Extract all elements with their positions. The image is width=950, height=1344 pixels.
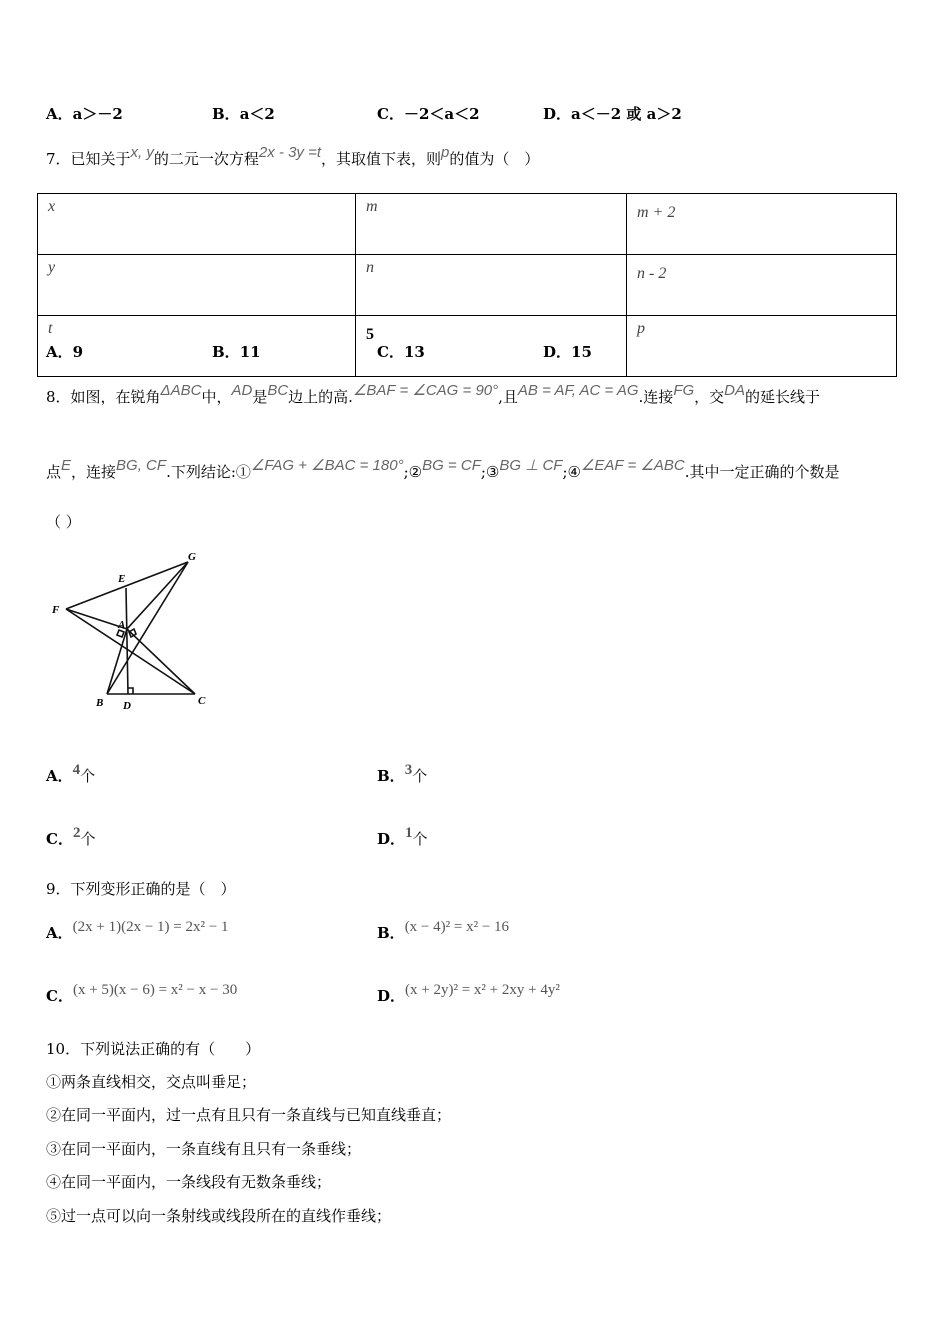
text-segment: .连接	[638, 388, 674, 406]
text-segment: 8．如图，在锐角	[46, 388, 161, 406]
text-segment: ，连接	[71, 463, 117, 481]
text-segment: ,且	[498, 388, 518, 406]
math-expression: AD	[231, 382, 253, 399]
q8-option-d: D．1个	[377, 825, 428, 848]
svg-text:B: B	[96, 697, 104, 709]
segment-ac	[127, 629, 195, 694]
svg-text:C: C	[198, 695, 206, 707]
math-expression: E	[61, 457, 72, 474]
q10-statement-4: ④在同一平面内，一条线段有无数条垂线；	[46, 1173, 332, 1191]
q8-option-b: B．3个	[377, 762, 428, 785]
q9-option-b: B．(x − 4)² = x² − 16	[377, 919, 510, 942]
math-expression: ∠BAF = ∠CAG = 90°	[352, 382, 499, 399]
math-expression: BC	[267, 382, 289, 399]
math-expression: BG = CF	[422, 457, 481, 474]
math-expression: AB = AF, AC = AG	[517, 382, 639, 399]
q10-statement-1: ①两条直线相交，交点叫垂足；	[46, 1073, 257, 1091]
q7-option-b: B．11	[212, 343, 261, 361]
q8-stem-line3: （ ）	[46, 513, 81, 531]
q8-option-c: C．2个	[46, 825, 96, 848]
math-expression: DA	[724, 382, 746, 399]
text-segment: 中，	[201, 388, 232, 406]
q9-option-d: D．(x + 2y)² = x² + 2xy + 4y²	[377, 982, 560, 1005]
q8-geometry-figure	[40, 545, 220, 720]
q8-stem-line1	[46, 382, 821, 407]
q9-stem: 9．下列变形正确的是（ ）	[46, 880, 236, 898]
q9-option-a: A．(2x + 1)(2x − 1) = 2x² − 1	[46, 919, 229, 942]
q10-statement-3: ③在同一平面内，一条直线有且只有一条垂线；	[46, 1140, 362, 1158]
text-segment: ，交	[694, 388, 725, 406]
q7-option-c: C．13	[377, 343, 425, 361]
math-expression: BG ⊥ CF	[499, 457, 563, 474]
text-segment: ;②	[403, 463, 423, 481]
q6-option-a: A．a＞－2	[46, 105, 123, 123]
math-expression: FG	[673, 382, 695, 399]
q6-option-b: B．a＜2	[212, 105, 275, 123]
text-segment: 边上的高.	[288, 388, 353, 406]
right-angle-a2	[117, 630, 124, 637]
text-segment: ;③	[480, 463, 500, 481]
text-segment: .下列结论:①	[166, 463, 251, 481]
q8-option-a: A．4个	[46, 762, 96, 785]
segment-ed	[126, 588, 128, 694]
text-segment: ;④	[562, 463, 581, 481]
math-expression: ∠FAG + ∠BAC = 180°	[250, 457, 404, 474]
svg-text:F: F	[52, 604, 60, 616]
text-segment: 是	[252, 388, 268, 406]
q10-statement-2: ②在同一平面内，过一点有且只有一条直线与已知直线垂直；	[46, 1106, 452, 1124]
text-segment: 点	[46, 463, 62, 481]
q6-option-d: D．a＜－2 或 a＞2	[543, 105, 682, 123]
svg-text:G: G	[188, 551, 196, 563]
q10-statement-5: ⑤过一点可以向一条射线或线段所在的直线作垂线；	[46, 1207, 392, 1225]
svg-text:E: E	[118, 573, 126, 585]
math-expression: BG, CF	[116, 457, 167, 474]
svg-text:A: A	[118, 619, 126, 631]
q6-option-c: C．－2＜a＜2	[377, 105, 480, 123]
segment-ga	[127, 562, 188, 629]
segment-fc	[66, 609, 195, 694]
q7-option-d: D．15	[543, 343, 592, 361]
q10-stem: 10．下列说法正确的有（ ）	[46, 1040, 261, 1058]
q7-value-table: x m m + 2 y n n - 2 t 5 p	[37, 193, 897, 377]
math-expression: ∠EAF = ∠ABC	[580, 457, 685, 474]
text-segment: 的延长线于	[745, 388, 821, 406]
q7-option-a: A．9	[46, 343, 84, 361]
q9-option-c: C．(x + 5)(x − 6) = x² − x − 30	[46, 982, 238, 1005]
q8-stem-line2	[46, 457, 840, 482]
svg-text:D: D	[123, 700, 131, 712]
text-segment: .其中一定正确的个数是	[684, 463, 840, 481]
q7-stem: 7．已知关于x, y的二元一次方程2x - 3y =t，其取值下表，则p的值为（ ）	[46, 144, 540, 168]
math-expression: ΔABC	[160, 382, 202, 399]
